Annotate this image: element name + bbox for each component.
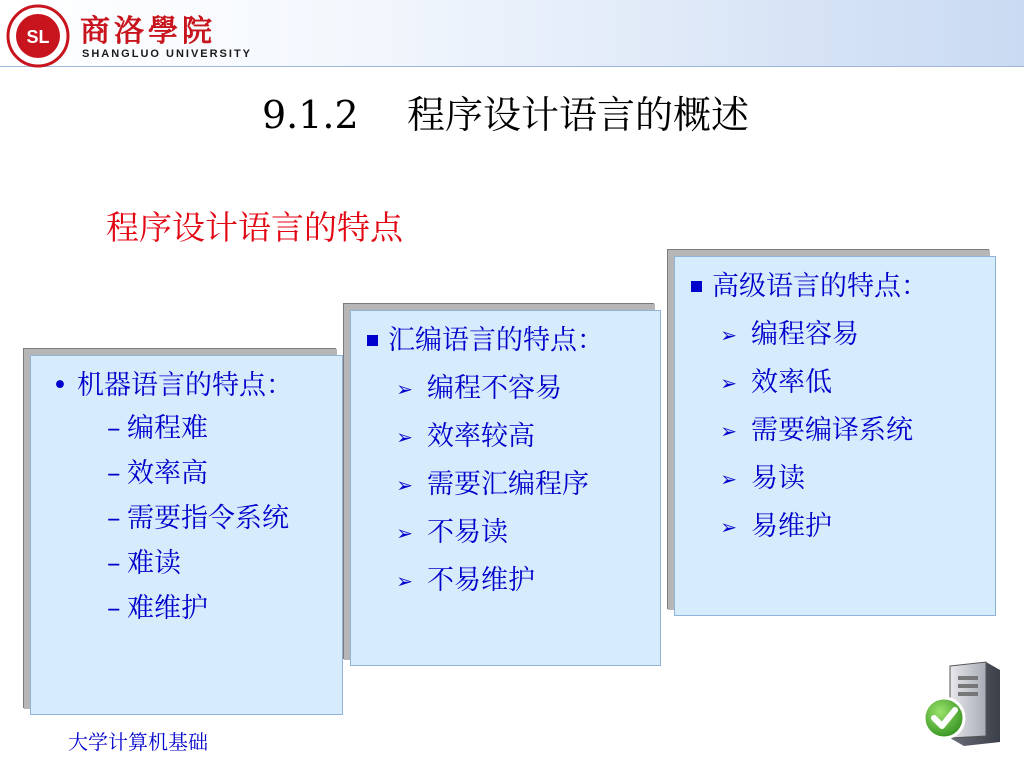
list-item: ➢ 需要汇编程序: [361, 465, 660, 505]
section-subtitle: 程序设计语言的特点: [106, 208, 403, 247]
bullet-dot-icon: •: [52, 370, 68, 401]
list-item: ➢ 易读: [685, 459, 995, 499]
page-title: 9.1.2 程序设计语言的概述: [262, 93, 750, 137]
list-item: – 难读: [107, 548, 181, 579]
assembly-language-heading: 汇编语言的特点：: [388, 325, 604, 356]
arrow-bullet-icon: ➢: [720, 467, 737, 491]
machine-language-heading: 机器语言的特点：: [77, 370, 293, 401]
arrow-bullet-icon: ➢: [396, 425, 413, 449]
arrow-bullet-icon: ➢: [720, 323, 737, 347]
arrow-bullet-icon: ➢: [720, 419, 737, 443]
list-item: – 难维护: [107, 593, 208, 624]
high-level-language-heading: 高级语言的特点：: [712, 271, 928, 302]
footer-course-name: 大学计算机基础: [68, 730, 208, 754]
arrow-bullet-icon: ➢: [396, 377, 413, 401]
arrow-bullet-icon: ➢: [396, 473, 413, 497]
high-level-language-card: [674, 256, 996, 616]
card-heading: [361, 321, 660, 361]
header-banner: [0, 0, 1024, 67]
server-check-icon[interactable]: [920, 658, 1010, 748]
logo-name: 商洛學院: [80, 14, 216, 49]
square-bullet-icon: [691, 281, 702, 292]
arrow-bullet-icon: ➢: [396, 569, 413, 593]
list-item: ➢ 不易维护: [361, 561, 660, 601]
list-item: ➢ 易维护: [685, 507, 995, 547]
list-item: – 编程难: [107, 413, 208, 444]
list-item: – 效率高: [107, 458, 208, 489]
list-item: ➢ 编程容易: [685, 315, 995, 355]
card-heading: [685, 267, 995, 307]
list-item: ➢ 不易读: [361, 513, 660, 553]
logo-english: SHANGLUO UNIVERSITY: [82, 48, 253, 60]
arrow-bullet-icon: ➢: [720, 371, 737, 395]
seal-monogram: SL: [26, 27, 50, 47]
arrow-bullet-icon: ➢: [720, 515, 737, 539]
list-item: ➢ 编程不容易: [361, 369, 660, 409]
assembly-language-card: [350, 310, 661, 666]
card-heading: [43, 366, 342, 406]
university-seal-icon: [6, 4, 70, 68]
list-item: ➢ 效率低: [685, 363, 995, 403]
machine-language-card: [30, 355, 343, 715]
list-item: ➢ 效率较高: [361, 417, 660, 457]
arrow-bullet-icon: ➢: [396, 521, 413, 545]
list-item: ➢ 需要编译系统: [685, 411, 995, 451]
square-bullet-icon: [367, 335, 378, 346]
list-item: – 需要指令系统: [107, 503, 289, 534]
